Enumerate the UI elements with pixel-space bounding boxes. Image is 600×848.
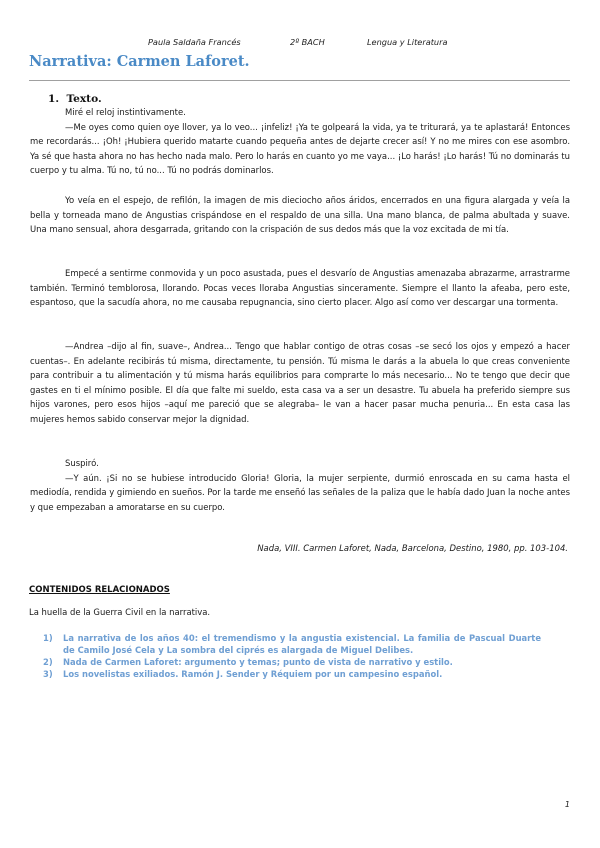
related-item-text: Nada de Carmen Laforet: argumento y temas; punto de vista de narrativo y estilo. xyxy=(63,657,453,667)
page-number: 1 xyxy=(564,800,570,809)
paragraph-2: —Me oyes como quien oye llover, ya lo veo... ¡infeliz! ¡Ya te golpeará la vida, ya te triturará, ya te aplastará! Entonces me recordarás... ¡Oh! ¡Hubiera querido matarte cuando pequeña antes de dejarte crecer así! Y no me mires con ese asombro. Ya sé que hasta ahora no has hecho nada malo. Pero lo harás en cuanto yo me vaya... ¡Lo harás! ¡Lo harás! Tú no dominarás tu cuerpo y tu alma. Tú no, tú no... Tú no podrás dominarlos. xyxy=(30,121,570,176)
text-paragraph-group-5 xyxy=(30,456,570,514)
related-item-number: 1) xyxy=(43,633,53,643)
related-contents-list xyxy=(29,632,541,680)
page-title: Narrativa: Carmen Laforet. xyxy=(29,53,250,70)
paragraph-4: Empecé a sentirme conmovida y un poco asustada, pues el desvarío de Angustias amenazaba abrazarme, arrastrarme también. Terminó temblorosa, llorando. Pocas veces lloraba Angustias sinceramente. Siempre el llanto la afeaba, pero este, espantoso, que la sacudía ahora, no me causaba repugnancia, sino cierto placer. Algo así como ver descargar una tormenta. xyxy=(30,268,570,308)
related-item-number: 3) xyxy=(43,669,53,679)
paragraph-7: —Y aún. ¡Si no se hubiese introducido Gloria! Gloria, la mujer serpiente, durmió enroscada en su cama hasta el mediodía, rendida y gimiendo en sueños. Por la tarde me enseñó las señales de la paliza que le había dado Juan la noche antes y que empezaban a amoratarse en su cuerpo. xyxy=(30,472,570,512)
paragraph-3: Yo veía en el espejo, de refilón, la imagen de mis dieciocho años áridos, encerrados en una figura alargada y veía la bella y torneada mano de Angustias crispándose en el respaldo de una silla. Una mano blanca, de palma abultada y suave. Una mano sensual, ahora desgarrada, gritando con la crispación de sus dedos más que la voz excitada de mi tía. xyxy=(30,195,570,235)
header-subject: Lengua y Literatura xyxy=(367,37,448,47)
citation: Nada, VIII. Carmen Laforet, Nada, Barcelona, Destino, 1980, pp. 103-104. xyxy=(257,543,568,553)
contenidos-intro: La huella de la Guerra Civil en la narrativa. xyxy=(29,607,211,617)
related-item-number: 2) xyxy=(43,657,53,667)
section-label: Texto. xyxy=(66,93,102,105)
text-paragraph-group-1 xyxy=(30,105,570,178)
related-item-text: La narrativa de los años 40: el tremendismo y la angustia existencial. La familia de Pascual Duarte de Camilo José Cela y La sombra del ciprés es alargada de Miguel Delibes. xyxy=(63,633,541,655)
related-item-1 xyxy=(29,632,541,656)
section-number: 1. xyxy=(48,93,60,105)
text-paragraph-group-4 xyxy=(30,339,570,427)
header-course: 2º BACH xyxy=(290,37,325,47)
paragraph-1: Miré el reloj instintivamente. xyxy=(65,107,186,117)
paragraph-6: Suspiró. xyxy=(65,458,99,468)
text-paragraph-group-3 xyxy=(30,266,570,310)
title-divider xyxy=(29,80,570,81)
contenidos-heading: CONTENIDOS RELACIONADOS xyxy=(29,585,170,595)
related-item-text: Los novelistas exiliados. Ramón J. Sender y Réquiem por un campesino español. xyxy=(63,669,443,679)
paragraph-5: —Andrea –dijo al fin, suave–, Andrea... Tengo que hablar contigo de otras cosas –se secó los ojos y empezó a hacer cuentas–. En adelante recibirás tú misma, directamente, tu pensión. Tú misma le darás a la abuela lo que creas conveniente para contribuir a tu alimentación y tú misma harás equilibrios para comprarte lo más necesario... No te tengo que decir que gastes en ti el mínimo posible. El día que falte mi sueldo, esta casa va a ser un desastre. Tu abuela ha preferido siempre sus hijos varones, pero esos hijos –aquí me pareció que se alegraba– le van a hacer pasar mucha penuria... En esta casa las mujeres hemos sabido conservar mejor la dignidad. xyxy=(30,341,570,424)
page-header xyxy=(0,37,600,49)
header-author: Paula Saldaña Francés xyxy=(148,37,241,47)
related-item-2 xyxy=(29,656,541,668)
related-item-3 xyxy=(29,668,541,680)
text-paragraph-group-2 xyxy=(30,193,570,237)
section-heading xyxy=(48,93,102,105)
